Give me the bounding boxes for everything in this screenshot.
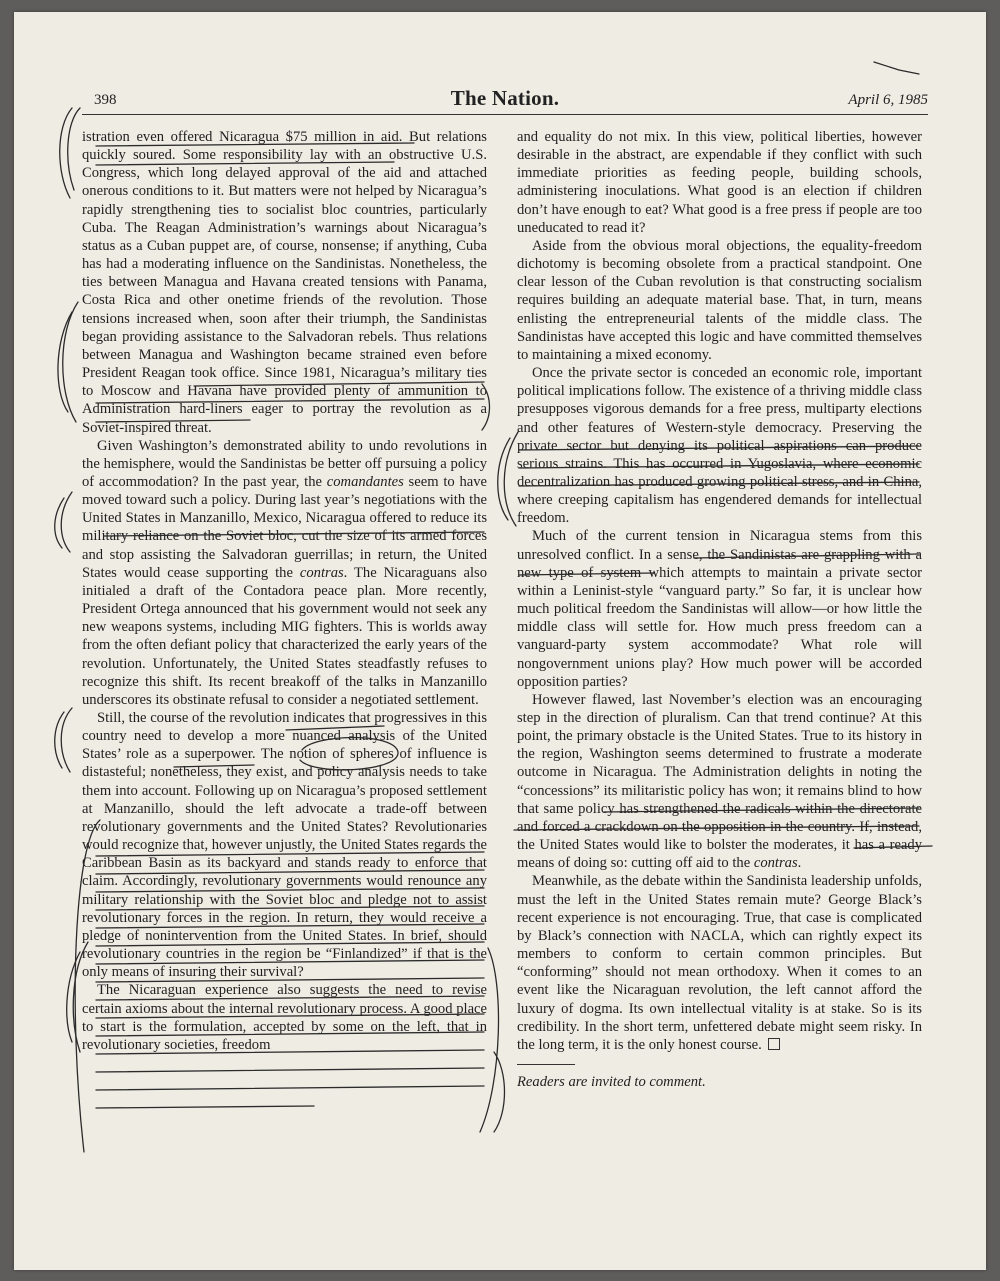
footnote-rule [517, 1064, 575, 1065]
left-column [82, 128, 487, 1054]
margin-bracket [504, 432, 518, 526]
italic-term: contras [753, 855, 798, 872]
paragraph: and equality do not mix. In this view, political liberties, however desirable in the abstract, are expendable if they conflict with such immediate priorities as feeding people, building schools, administering inoculations. What good is an election if children don’t have enough to eat? What good is a free press if people are too uneducated to read it? [517, 129, 922, 236]
page-number: 398 [94, 92, 117, 108]
paragraph: Given Washington’s demonstrated ability to undo revolutions in the hemisphere, would the Sandinistas be better off pursuing a policy of accommodation? In the past year, the comandantes seem to have moved toward such a policy. During last year’s negotiations with the United States in Manzanillo, Mexico, Nicaragua offered to reduce its military reliance on the Soviet bloc, cut the size of its armed forces and stop assisting the Salvadoran guerrillas; in return, the United States would cease supporting the contras. The Nicaraguans also initialed a draft of the Contadora peace plan. More recently, President Ortega announced that his government would not seek any new weapons systems, including MIG fighters. This is worlds away from the often defiant policy that characterized the early years of the revolution. Unfortunately, the United States steadfastly refuses to recognize this shift. Its recent breakoff of the talks in Manzanillo underscores its obstinate refusal to consider a negotiated settlement. [82, 437, 487, 708]
italic-term: comandantes [326, 473, 404, 490]
margin-bracket [494, 1052, 505, 1132]
issue-date: April 6, 1985 [848, 92, 928, 108]
paragraph: Aside from the obvious moral objections, the equality-freedom dichotomy is becoming obsolete from a practical standpoint. One clear lesson of the Cuban revolution is that constructing socialism requires building an adequate material base. That, in turn, means enlisting the entrepreneurial talents of the middle class. The Sandinistas have accepted this logic and have committed themselves to maintaining a mixed economy. [517, 237, 922, 363]
margin-bracket [55, 498, 64, 548]
margin-bracket [67, 952, 80, 1042]
italic-term: contras [299, 564, 344, 581]
margin-bracket [60, 108, 72, 198]
margin-bracket [63, 302, 78, 422]
corner-mark [874, 62, 919, 74]
underline [96, 1086, 484, 1090]
page-header [82, 86, 928, 115]
paragraph: The Nicaraguan experience also suggests the need to revise certain axioms about the internal revolutionary process. A good place to start is the formulation, accepted by some on the left, that in revolutionary societies, freedom [82, 982, 487, 1053]
right-column [517, 128, 922, 1091]
margin-bracket [55, 712, 64, 768]
end-mark-icon [768, 1038, 780, 1050]
paragraph: Once the private sector is conceded an economic role, important political implications follow. The existence of a thriving middle class presupposes vigorous demands for a free press, multiparty elections and other features of Western-style democracy. Preserving the private sector but denying its political aspirations can produce serious strains. This has occurred in Yugoslavia, where economic decentralization has produced growing political stress, and in China, where creeping capitalism has engendered demands for intellectual freedom. [517, 365, 922, 527]
paragraph: Much of the current tension in Nicaragua stems from this unresolved conflict. In a sense, the Sandinistas are grappling with a new type of system which attempts to maintain a private sector within a Leninist-style “vanguard party.” So far, it is unclear how much political freedom the Sandinistas will allow—or how little the middle class will settle for. How much press freedom can a vanguard-party system accommodate? What role will nongovernment unions play? How much power will be accorded opposition parties? [517, 528, 922, 690]
paragraph: Meanwhile, as the debate within the Sandinista leadership unfolds, must the left in the United States remain mute? George Black’s recent experience is not encouraging. True, that case is complicated by Black’s connection with NACLA, which can rightly expect its members to conform to certain common principles. But “conforming” should not mean orthodoxy. When it comes to an event like the Nicaraguan revolution, the left cannot afford the luxury of dogma. Its own intellectual vitality is at stake. So is its credibility. In the short term, unfettered debate might seem risky. In the long term, it is the only honest course. [517, 873, 922, 1053]
paragraph: However flawed, last November’s election was an encouraging step in the direction of pluralism. Can that trend continue? At this point, the primary obstacle is the United States. True to its history in the region, Washington seems determined to frustrate a moderate outcome in Nicaragua. The Administration delights in noting the “concessions” its militaristic policy has won; it remains blind to how that same policy has strengthened the radicals within the directorate and forced a crackdown on the opposition in the country. If, instead, the United States would like to bolster the moderates, it has a ready means of doing so: cutting off aid to the contras. [517, 691, 922, 872]
magazine-page [14, 12, 986, 1270]
margin-bracket [68, 108, 80, 190]
margin-bracket [498, 438, 510, 520]
masthead: The Nation. [450, 86, 560, 110]
underline [96, 1068, 484, 1072]
margin-bracket [58, 312, 72, 412]
margin-bracket [61, 492, 72, 552]
margin-bracket [61, 708, 72, 772]
paragraph: Still, the course of the revolution indicates that progressives in this country need to develop a more nuanced analysis of the United States’ role as a superpower. The notion of spheres of influence is distasteful; nonetheless, they exist, and policy analysis needs to take them into account. Following up on Nicaragua’s proposed settlement at Manzanillo, should the left advocate a trade-off between revolutionary governments and the United States? Revolutionaries would recognize that, however unjustly, the United States regards the Caribbean Basin as its backyard and stands ready to enforce that claim. Accordingly, revolutionary governments would renounce any military relationship with the Soviet bloc and pledge not to assist revolutionary forces in the region. In return, they would receive a pledge of nonintervention from the United States. In brief, should revolutionary countries in the region be “Finlandized” if that is the only means of insuring their survival? [82, 710, 487, 981]
underline [96, 1106, 314, 1108]
readers-note: Readers are invited to comment. [517, 1073, 706, 1090]
paragraph: istration even offered Nicaragua $75 million in aid. But relations quickly soured. Some responsibility lay with an obstructive U.S. Congress, which long delayed approval of the aid and attached onerous conditions to it. But matters were not helped by Nicaragua’s rapidly strengthening ties to socialist bloc countries, particularly Cuba. The Reagan Administration’s warnings about Nicaragua’s status as a Cuban puppet are, of course, nonsense; if anything, Cuba has had a moderating influence on the Sandinistas. Nonetheless, the ties between Managua and Havana created tensions with Panama, Costa Rica and other onetime friends of the revolution. Those tensions increased when, soon after their triumph, the Sandinistas began providing assistance to the Salvadoran rebels. Thus relations between Managua and Washington became strained even before President Reagan took office. Since 1981, Nicaragua’s military ties to Moscow and Havana have provided plenty of ammunition to Administration hard-liners eager to portray the revolution as a Soviet-inspired threat. [82, 129, 487, 436]
